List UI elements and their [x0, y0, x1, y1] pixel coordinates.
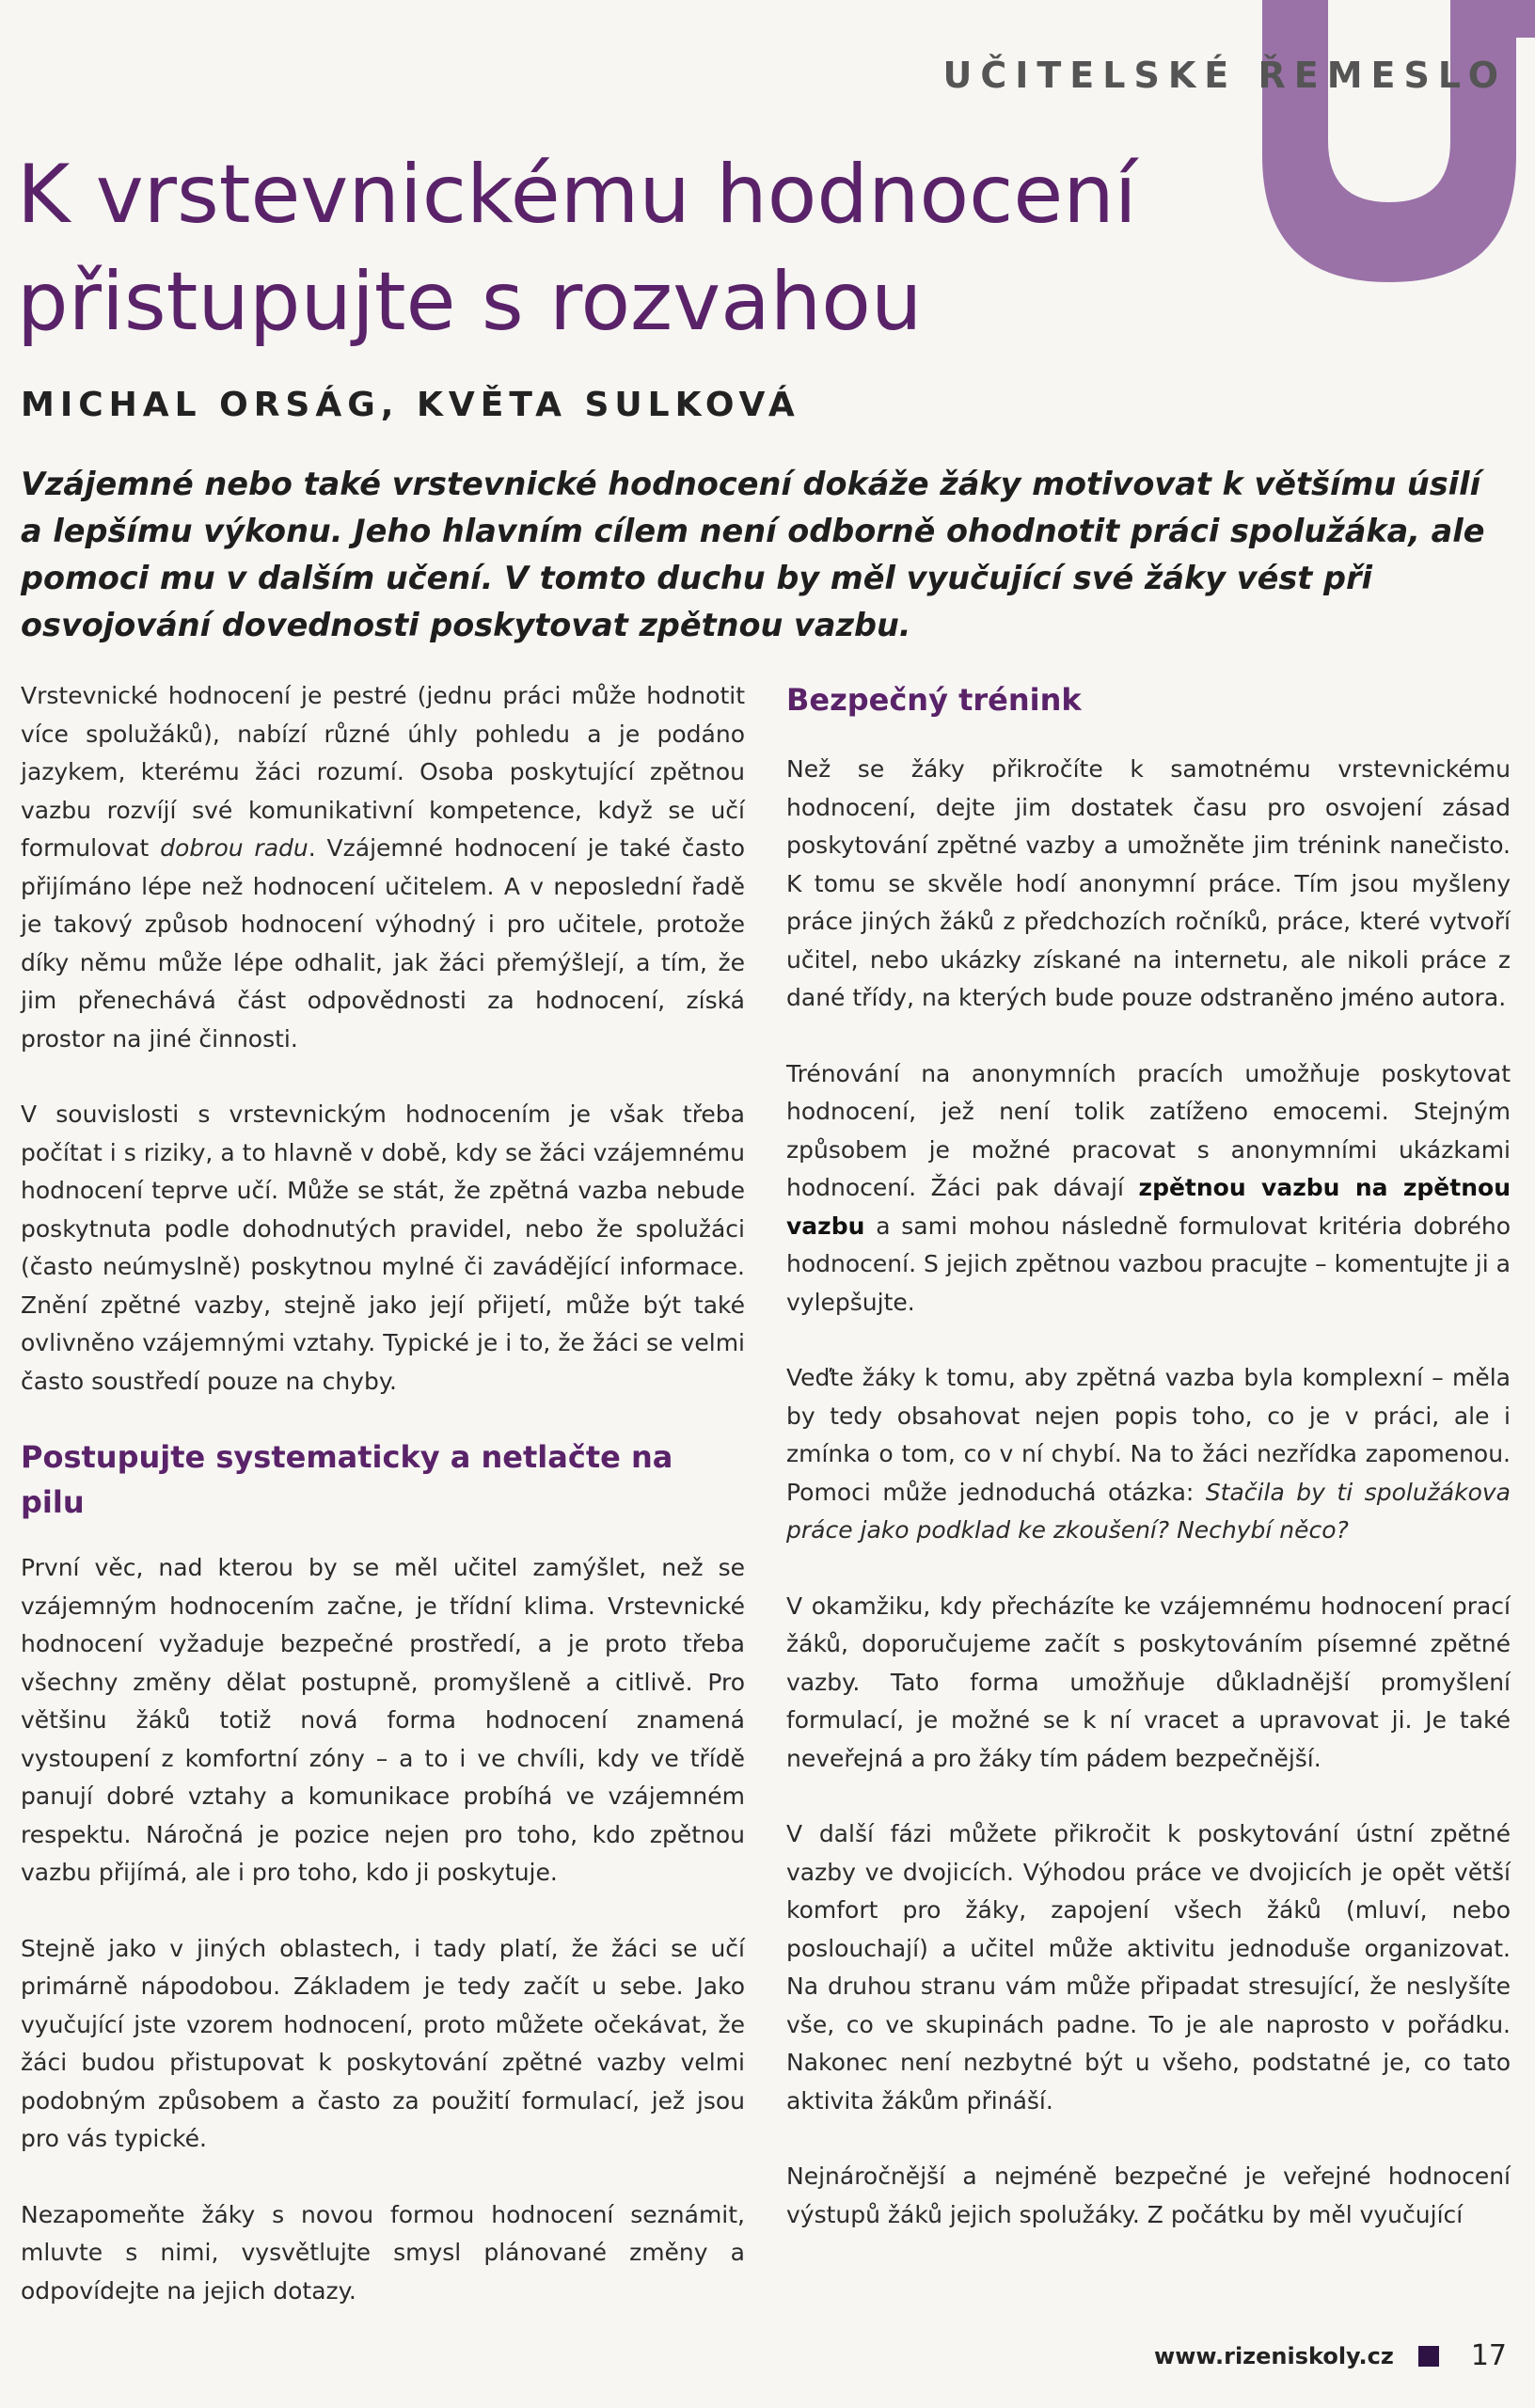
paragraph: První věc, nad kterou by se měl učitel zamýšlet, než se vzájemným hodnocením začne, je třídní klima. Vrstevnické hodnocení vyžaduje bezpečné prostředí, a je proto třeba všechny změny dělat postupně, promyšleně a citlivě. Pro většinu žáků totiž nová forma hodnocení znamená vystoupení z komfortní zóny – a to i ve chvíli, kdy ve třídě panují dobré vztahy a komunikace probíhá ve vzájemném respektu. Náročná je pozice nejen pro toho, kdo zpětnou vazbu přijímá, ale i pro toho, kdo ji poskytuje.	[21, 1554, 745, 1886]
footer-url[interactable]: www.rizeniskoly.cz	[1154, 2342, 1394, 2369]
paragraph: Trénování na anonymních pracích umožňuje poskytovat hodnocení, jež není tolik zatíženo emocemi. Stejným způsobem je možné pracovat s anonymními ukázkami hodnocení. Žáci pak dávají zpětnou vazbu na zpětnou vazbu a sami mohou následně formulovat kritéria dobrého hodnocení. S jejich zpětnou vazbou pracujte – komentujte ji a vylepšujte.	[786, 1059, 1511, 1316]
paragraph: Stejně jako v jiných oblastech, i tady platí, že žáci se učí primárně nápodobou. Základem je tedy začít u sebe. Jako vyučující jste vzorem hodnocení, proto můžete očekávat, že žáci budou přistupovat k poskytování zpětné vazby velmi podobným způsobem a často za použití formulací, jež jsou pro vás typické.	[21, 1934, 745, 2152]
square-icon	[1418, 2346, 1439, 2367]
left-column	[21, 677, 745, 2348]
page-footer	[1154, 2339, 1507, 2372]
paragraph: Nezapomeňte žáky s novou formou hodnocení seznámit, mluvte s nimi, vysvětlujte smysl plánované změny a odpovídejte na jejich dotazy.	[21, 2200, 745, 2305]
paragraph: V další fázi můžete přikročit k poskytování ústní zpětné vazby ve dvojicích. Výhodou práce ve dvojicích je opět větší komfort pro žáky, zapojení všech žáků (mluví, nebo poslouchají) a učitel může aktivitu jednoduše organizovat. Na druhou stranu vám může připadat stresující, že neslyšíte vše, co ve skupinách padne. To je ale naprosto v pořádku. Nakonec není nezbytné být u všeho, podstatné je, co tato aktivita žákům přináší.	[786, 1820, 1511, 2115]
paragraph: V okamžiku, kdy přecházíte ke vzájemnému hodnocení prací žáků, doporučujeme začít s poskytováním písemné zpětné vazby. Tato forma umožňuje důkladnější promyšlení formulací, je možné se k ní vracet a upravovat ji. Je také neveřejná a pro žáky tím pádem bezpečnější.	[786, 1592, 1511, 1772]
paragraph: Vrstevnické hodnocení je pestré (jednu práci může hodnotit více spolužáků), nabízí různé úhly pohledu a je podáno jazykem, kterému žáci rozumí. Osoba poskytující zpětnou vazbu rozvíjí své komunikativní kompetence, když se učí formulovat dobrou radu. Vzájemné hodnocení je také často přijímáno lépe než hodnocení učitelem. A v neposlední řadě je takový způsob hodnocení výhodný i pro učitele, protože díky němu může lépe odhalit, jak žáci přemýšlejí, a tím, že jim přenechává část odpovědnosti za hodnocení, získá prostor na jiné činnosti.	[21, 682, 745, 1053]
section-label: UČITELSKÉ ŘEMESLO	[942, 55, 1507, 96]
article-title: K vrstevnickému hodnocení přistupujte s rozvahou	[17, 148, 1137, 349]
article-lead: Vzájemné nebo také vrstevnické hodnocení dokáže žáky motivovat k většímu úsilí a lepšímu výkonu. Jeho hlavním cílem není odborně ohodnotit práci spolužáka, ale pomoci mu v dalším učení. V tomto duchu by měl vyučující své žáky vést při osvojování dovednosti poskytovat zpětnou vazbu.	[21, 466, 1485, 643]
paragraph: Nejnáročnější a nejméně bezpečné je veřejné hodnocení výstupů žáků jejich spolužáky. Z počátku by měl vyučující	[786, 2162, 1511, 2228]
paragraph: Než se žáky přikročíte k samotnému vrstevnickému hodnocení, dejte jim dostatek času pro osvojení zásad poskytování zpětné vazby a umožněte jim trénink nanečisto. K tomu se skvěle hodí anonymní práce. Tím jsou myšleny práce jiných žáků z předchozích ročníků, práce, které vytvoří učitel, nebo ukázky získané na internetu, ale nikoli práce z dané třídy, na kterých bude pouze odstraněno jméno autora.	[786, 755, 1511, 1011]
right-column	[786, 677, 1511, 2272]
paragraph: Veďte žáky k tomu, aby zpětná vazba byla komplexní – měla by tedy obsahovat nejen popis toho, co je v práci, ale i zmínka o tom, co v ní chybí. Na to žáci nezřídka zapomenou. Pomoci může jednoduchá otázka: Stačila by ti spolužákova práce jako podklad ke zkoušení? Nechybí něco?	[786, 1364, 1511, 1544]
article-authors: MICHAL ORSÁG, KVĚTA SULKOVÁ	[21, 386, 800, 424]
page-number: 17	[1470, 2339, 1507, 2372]
section-heading: Bezpečný trénink	[786, 682, 1082, 718]
paragraph: V souvislosti s vrstevnickým hodnocením je však třeba počítat i s riziky, a to hlavně v době, kdy se žáci vzájemnému hodnocení teprve učí. Může se stát, že zpětná vazba nebude poskytnuta podle dohodnutých pravidel, nebo že spolužáci (často neúmyslně) poskytnou mylné či zavádějící informace. Znění zpětné vazby, stejně jako její přijetí, může být také ovlivněno vzájemnými vztahy. Typické je i to, že žáci se velmi často soustředí pouze na chyby.	[21, 1101, 745, 1395]
section-heading: Postupujte systematicky a netlačte na pilu	[21, 1439, 673, 1520]
